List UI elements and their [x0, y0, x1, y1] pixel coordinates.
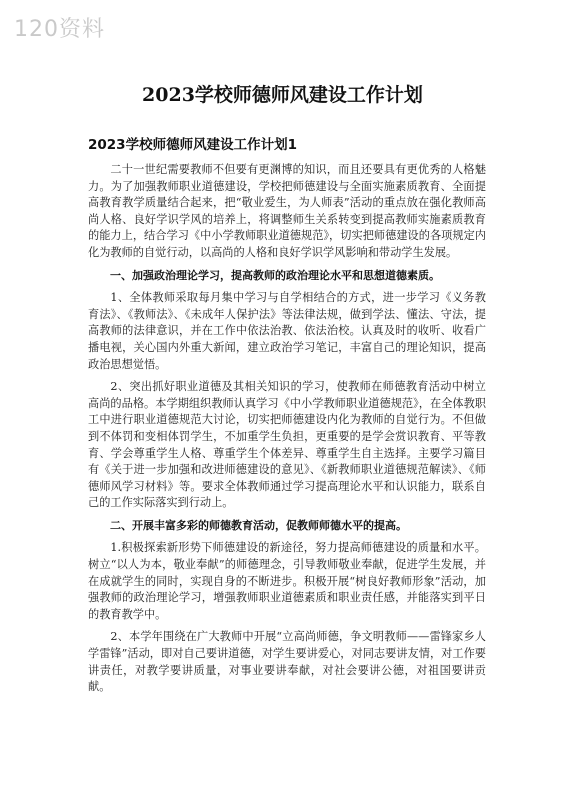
section-title: 2023学校师德师风建设工作计划1: [88, 137, 297, 153]
paragraph-1-2: 2、突出抓好职业道德及其相关知识的学习，使教师在师德教育活动中树立高尚的品格。本学期组织教师认真学习《中小学教师职业道德规范》，在全体教职工中进行职业道德规范大讨论，切实把师德建设内化为教师的自觉行为。不但做到不体罚和变相体罚学生，不加重学生负担，更重要的是学会赏识教育、平等教育、学会尊重学生人格、尊重学生个体差异、尊重学生自主选择。主要学习篇目有《关于进一步加强和改进师德建设的意见》、《新教师职业道德规范解读》、《师德师风学习材料》等。要求全体教师通过学习提高理论水平和认识能力，联系自己的工作实际落实到行动上。: [88, 380, 486, 510]
heading-one: 一、加强政治理论学习，提高教师的政治理论水平和思想道德素质。: [110, 268, 440, 282]
paragraph-intro: 二十一世纪需要教师不但要有更渊博的知识，而且还要具有更优秀的人格魅力。为了加强教师职业道德建设，学校把师德建设与全面实施素质教育、全面提高教育教学质量结合起来，把“敬业爱生，为人师表”活动的重点放在强化教师高尚人格、良好学识学风的培养上，将调整师生关系转变到提高教师实施素质教育的能力上，结合学习《中小学教师职业道德规范》，切实把师德建设的各项规定内化为教师的自觉行动，以高尚的人格和良好学识学风影响和带动学生发展。: [88, 163, 486, 259]
watermark: 120资料: [14, 17, 105, 42]
document-title: 2023学校师德师风建设工作计划: [142, 84, 423, 106]
paragraph-2-2: 2、本学年围绕在广大教师中开展“立高尚师德，争文明教师——雷锋家乡人学雷锋”活动，即对自己要讲道德，对学生要讲爱心，对同志要讲友情，对工作要讲责任，对教学要讲质量，对事业要讲奉献，对社会要讲公德，对祖国要讲贡献。: [88, 630, 486, 694]
paragraph-1-1: 1、全体教师采取每月集中学习与自学相结合的方式，进一步学习《义务教育法》、《教师法》、《未成年人保护法》等法律法规，做到学法、懂法、守法，提高教师的法律意识，并在工作中依法治教、依法治校。认真及时的收听、收看广播电视，关心国内外重大新闻，建立政治学习笔记，丰富自己的理论知识，提高政治思想觉悟。: [88, 291, 486, 371]
document-body: [88, 162, 486, 702]
heading-two: 二、开展丰富多彩的师德教育活动，促教师师德水平的提高。: [110, 518, 407, 532]
paragraph-2-1: 1.积极探索新形势下师德建设的新途径，努力提高师德建设的质量和水平。树立“以人为本，敬业奉献”的师德理念，引导教师敬业奉献，促进学生发展，并在成就学生的同时，实现自身的不断进步。积极开展“树良好教师形象”活动，加强教师的政治理论学习，增强教师职业道德素质和职业责任感，并能落实到平日的教育教学中。: [88, 541, 486, 621]
